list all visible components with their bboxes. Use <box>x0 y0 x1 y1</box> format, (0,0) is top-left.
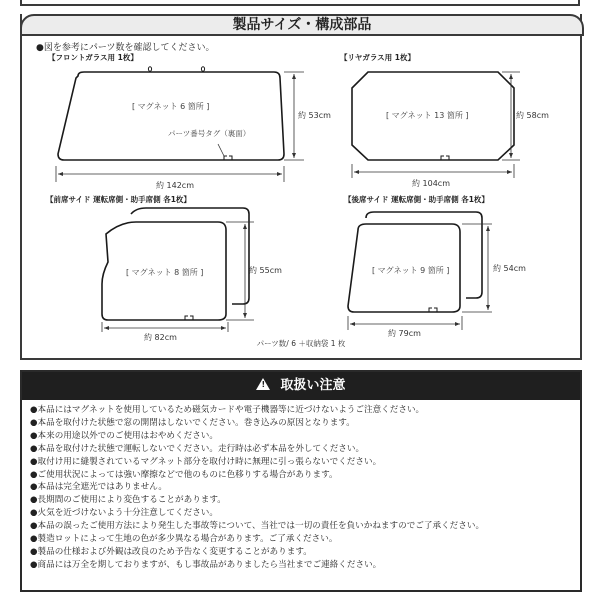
width-front-side: 約 82cm <box>144 333 177 342</box>
part-label-rear-side: 【後席サイド 運転席側・助手席側 各1枚】 <box>344 195 489 204</box>
caution-item: ● 本品を取付けた状態で運転しないでください。走行時は必ず本品を外してください。 <box>30 443 580 456</box>
warning-icon <box>256 378 270 390</box>
caution-item: ● 本品を取付けた状態で窓の開閉はしないでください。巻き込みの原因となります。 <box>30 417 580 430</box>
caution-item: ● 製品の仕様および外観は改良のため予告なく変更することがあります。 <box>30 546 580 559</box>
caution-section <box>20 370 582 592</box>
caution-item: ● 商品には万全を期しておりますが、もし事故品がありましたら当社までご連絡ください。 <box>30 559 580 572</box>
caution-item: ● 火気を近づけないよう十分注意してください。 <box>30 507 580 520</box>
magnet-count-rear-side: [ マグネット 9 箇所 ] <box>372 266 450 275</box>
parts-count: パーツ数/ 6 ＋収納袋 1 枚 <box>256 339 346 348</box>
caution-item: ● 本来の用途以外でのご使用はおやめください。 <box>30 430 580 443</box>
height-front-side: 約 55cm <box>249 266 282 275</box>
height-front-glass: 約 53cm <box>298 111 331 120</box>
section-title: 製品サイズ・構成部品 <box>20 14 584 36</box>
top-divider <box>20 0 580 6</box>
caution-item: ● ご使用状況によっては強い摩擦などで他のものに色移りする場合があります。 <box>30 469 580 482</box>
height-rear-side: 約 54cm <box>493 264 526 273</box>
width-rear-side: 約 79cm <box>388 329 421 338</box>
tag-note: パーツ番号タグ（裏面） <box>168 129 251 138</box>
caution-item: ● 取付け用に縫製されているマグネット部分を取付け時に無理に引っ張らないでください。 <box>30 456 580 469</box>
caution-item: ● 本品にはマグネットを使用しているため磁気カードや電子機器等に近づけないようご注意ください。 <box>30 404 580 417</box>
part-label-rear-glass: 【リヤガラス用 1枚】 <box>340 53 415 62</box>
height-rear-glass: 約 58cm <box>516 111 549 120</box>
magnet-count-front-glass: [ マグネット 6 箇所 ] <box>132 102 210 111</box>
part-label-front-side: 【前席サイド 運転席側・助手席側 各1枚】 <box>46 195 191 204</box>
caution-header <box>22 372 580 400</box>
parts-diagram <box>22 14 584 360</box>
caution-list <box>22 400 580 572</box>
caution-item: ● 製造ロットによって生地の色が多少異なる場合があります。ご了承ください。 <box>30 533 580 546</box>
part-label-front-glass: 【フロントガラス用 1枚】 <box>48 53 138 62</box>
width-front-glass: 約 142cm <box>156 181 195 190</box>
intro-text: ●図を参考にパーツ数を確認してください。 <box>36 43 215 53</box>
caution-item: ● 本品は完全遮光ではありません。 <box>30 481 580 494</box>
width-rear-glass: 約 104cm <box>412 179 451 188</box>
caution-item: ● 本品の誤ったご使用方法により発生した事故等について、当社では一切の責任を負いかねますのでご了承ください。 <box>30 520 580 533</box>
product-size-section <box>20 14 582 360</box>
caution-item: ● 長期間のご使用により変色することがあります。 <box>30 494 580 507</box>
caution-title: 取扱い注意 <box>280 378 346 393</box>
magnet-count-rear-glass: [ マグネット 13 箇所 ] <box>386 111 469 120</box>
magnet-count-front-side: [ マグネット 8 箇所 ] <box>126 268 204 277</box>
